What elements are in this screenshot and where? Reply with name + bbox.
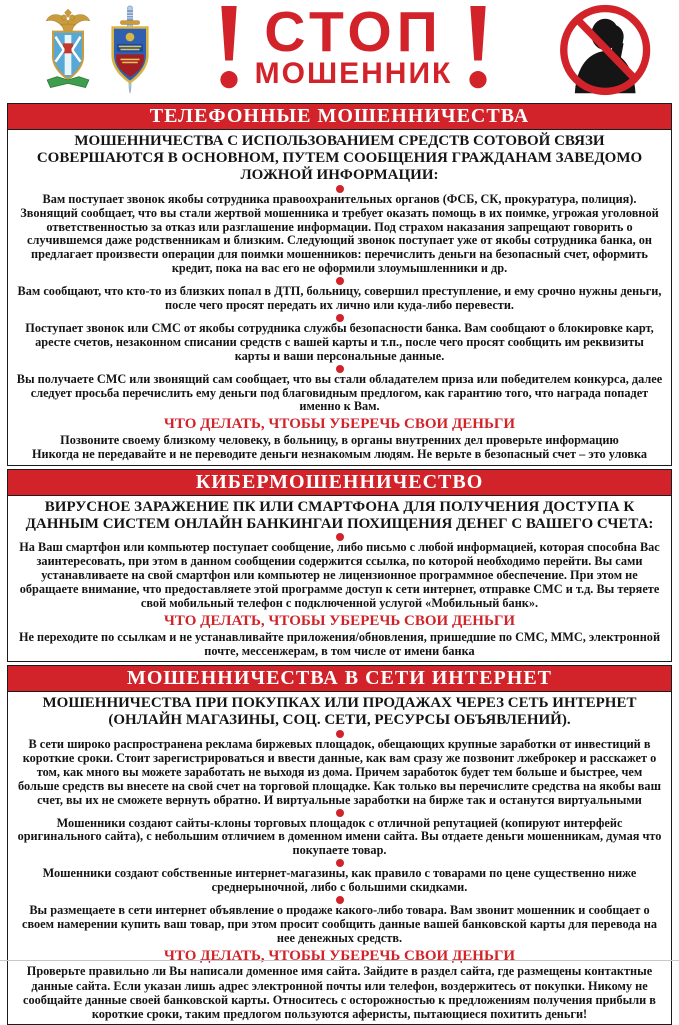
section-banner: ТЕЛЕФОННЫЕ МОШЕННИЧЕСТВА xyxy=(8,104,671,130)
bullet-paragraph: Мошенники создают собственные интернет-магазины, как правило с товарами по цене существенно ниже среднерыночной, либо с большими скидками. xyxy=(42,866,637,895)
bullet-paragraph: Вам сообщают, что кто-то из близких попал в ДТП, больницу, совершил преступление, и ему срочно нужны деньги, после чего просят передать их лично или куда-либо перевести. xyxy=(17,284,662,313)
section-content xyxy=(8,130,671,465)
poster-title xyxy=(219,0,489,99)
section-internet-fraud xyxy=(7,665,672,1025)
title-stop: СТОП xyxy=(264,0,443,64)
bullet-paragraph: Мошенники создают сайты-клоны торговых площадок с отличной репутацией (копируют интерфейс оригинального сайта), с небольшим отличием в доменном имени сайта. Вы отдаете деньги мошенникам, думая что покупаете товар. xyxy=(17,815,662,858)
agency-emblems xyxy=(43,5,157,100)
bullet-paragraph: Вам поступает звонок якобы сотрудника правоохранительных органов (ФСБ, СК, прокуратура, полиция). Звонящий сообщает, что вы стали жертвой мошенника и требует оказать помощь в их поимке, угрожая уголовной ответственностью за отказ или разглашение информации. Под страхом наказания запрещают говорить о случившемся даже родственникам и близким. Следующий звонок поступает уже от якобы сотрудника банка, он предлагает произвести операции для поимки мошенников: перечислить деньги на безопасный счет, оформить кредит, пока на вас его не оформили злоумышленники и др. xyxy=(20,191,659,276)
exclamation-mark-icon xyxy=(219,6,239,99)
advice-title: ЧТО ДЕЛАТЬ, ЧТОБЫ УБЕРЕЧЬ СВОИ ДЕНЬГИ xyxy=(163,612,516,629)
advice-line: Никогда не передавайте и не переводите деньги незнакомым людям. Не верьте в безопасный счет – это уловка xyxy=(31,447,648,462)
bullet-paragraph: Поступает звонок или СМС от якобы сотрудника службы безопасности банка. Вам сообщают о блокировке карт, аресте счетов, незаконном списании средств с вашей карты и т.п., после чего просят сообщить им реквизиты карты и ваши персональные данные. xyxy=(25,320,654,363)
advice-line: Позвоните своему близкому человеку, в больницу, в органы внутренних дел проверьте информацию xyxy=(60,433,619,448)
exclamation-mark-icon xyxy=(468,6,488,99)
advice-line: Не переходите по ссылкам и не устанавливайте приложения/обновления, пришедшие по СМС, ММС, электронной почте, мессенжерам, в том числе от имени банка xyxy=(18,629,661,658)
bullet-paragraph: Вы получаете СМС или звонящий сам сообщает, что вы стали обладателем приза или победителем конкурса, далее следует просьба перечислить ему деньги под благовидным предлогом, как гарантию того, что награда попадет именно к Вам. xyxy=(16,371,663,414)
advice-title: ЧТО ДЕЛАТЬ, ЧТОБЫ УБЕРЕЧЬ СВОИ ДЕНЬГИ xyxy=(163,416,516,433)
section-intro: ВИРУСНОЕ ЗАРАЖЕНИЕ ПК ИЛИ СМАРТФОНА ДЛЯ ПОЛУЧЕНИЯ ДОСТУПА К ДАННЫМ СИСТЕМ ОНЛАЙН БАНКИНГАИ ПОХИЩЕНИЯ ДЕНЕГ С ВАШЕГО СЧЕТА: xyxy=(25,498,654,532)
bullet-paragraph: На Ваш смартфон или компьютер поступает сообщение, либо письмо с любой информацией, которая способна Вас заинтересовать, при этом в данном сообщении содержится ссылка, по которой необходимо перейти. Вы сами устанавливаете на свой смартфон или компьютер не лицензионное программное обеспечение. При этом не обращаете внимание, что предоставляете этой программе доступ к сети интернет, отправке СМС и т.д. Вы теряете свой мобильный телефон с подключенной услугой «Мобильный банк». xyxy=(19,540,660,611)
no-phone-icon xyxy=(556,4,658,101)
section-intro: МОШЕННИЧЕСТВА ПРИ ПОКУПКАХ ИЛИ ПРОДАЖАХ ЧЕРЕЗ СЕТЬ ИНТЕРНЕТ (ОНЛАЙН МАГАЗИНЫ, СОЦ. СЕТИ, РЕСУРСЫ ОБЪЯВЛЕНИЙ). xyxy=(42,695,637,729)
section-banner: КИБЕРМОШЕННИЧЕСТВО xyxy=(8,470,671,496)
section-phone-fraud xyxy=(7,103,672,466)
bullet-paragraph: Вы размещаете в сети интернет объявление о продаже какого-либо товара. Вам звонит мошенник и сообщает о своем намерении купить ваш товар, при этом просит сообщить данные вашей банковской карты для перевода на нее денежных средств. xyxy=(22,902,657,945)
poster-header xyxy=(7,0,672,100)
mvd-police-crest-icon xyxy=(43,5,93,100)
advice-line: Проверьте правильно ли Вы написали доменное имя сайта. Зайдите в раздел сайта, где размещены контактные данные сайта. Если указан лишь адрес электронной почты или телефон, воздержитесь от покупки. Никому не сообщайте данные своей банковской карты. Относитесь с осторожностью к предложениям получения прибыли в короткие сроки, таким предлогом пользуются аферисты, пытающиеся похитить деньги! xyxy=(23,964,656,1022)
section-banner: МОШЕННИЧЕСТВА В СЕТИ ИНТЕРНЕТ xyxy=(8,666,671,692)
advice-title: ЧТО ДЕЛАТЬ, ЧТОБЫ УБЕРЕЧЬ СВОИ ДЕНЬГИ xyxy=(163,947,516,964)
bullet-paragraph: В сети широко распространена реклама биржевых площадок, обещающих крупные заработки от инвестиций в короткие сроки. Стоит зарегистрироваться и ввести данные, как вам сразу же позвонит лжеброкер и расскажет о том, как много вы можете заработать не выходя из дома. Причем заработок будет тем больше и быстрее, чем больше средств вы внесете на свой счет на торговой площадке. Как только вы перечислите средства на якобы ваш счет, вы их не сможете вернуть обратно. И виртуальные заработки на бирже так и останутся виртуальными xyxy=(18,737,661,807)
section-content xyxy=(8,496,671,662)
section-cyber-fraud xyxy=(7,469,672,663)
section-intro: МОШЕННИЧЕСТВА С ИСПОЛЬЗОВАНИЕМ СРЕДСТВ СОТОВОЙ СВЯЗИ СОВЕРШАЮТСЯ В ОСНОВНОМ, ПУТЕМ СООБЩЕНИЯ ГРАЖДАНАМ ЗАВЕДОМО ЛОЖНОЙ ИНФОРМАЦИИ: xyxy=(36,133,643,183)
title-moshennik: МОШЕННИК xyxy=(254,56,453,90)
section-content xyxy=(8,692,671,1024)
public-council-emblem-icon xyxy=(103,5,157,100)
title-words xyxy=(254,0,453,90)
